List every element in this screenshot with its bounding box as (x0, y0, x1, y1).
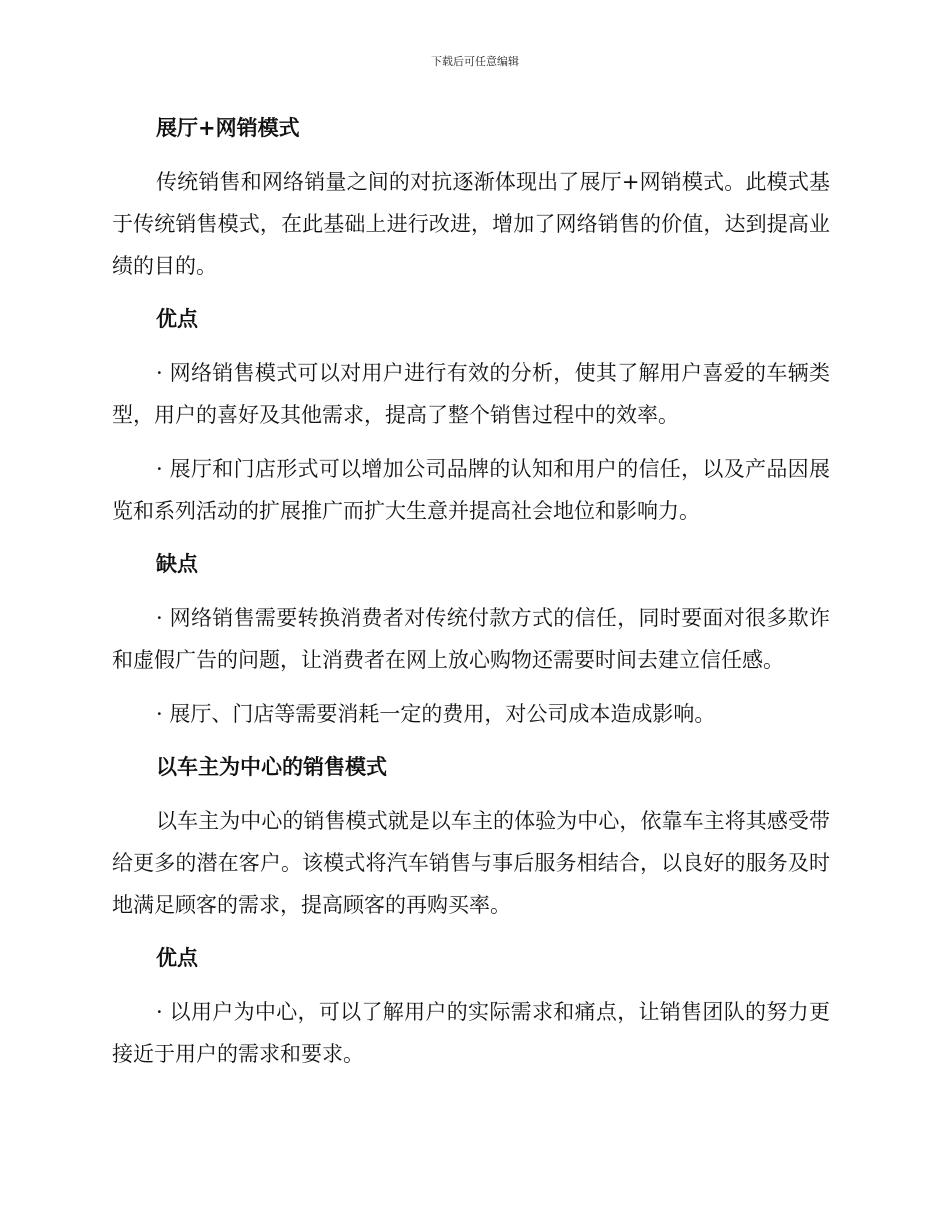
bullet-paragraph: · 展厅和门店形式可以增加公司品牌的认知和用户的信任，以及产品因展览和系列活动的扩展推广而扩大生意并提高社会地位和影响力。 (112, 457, 830, 523)
section-heading: 展厅+网销模式 (156, 116, 300, 140)
bullet-paragraph: · 以用户为中心，可以了解用户的实际需求和痛点，让销售团队的努力更接近于用户的需求和要求。 (112, 1000, 830, 1066)
section-heading: 缺点 (156, 552, 198, 576)
bullet-paragraph: · 网络销售模式可以对用户进行有效的分析，使其了解用户喜爱的车辆类型，用户的喜好及其他需求，提高了整个销售过程中的效率。 (112, 361, 830, 427)
paragraph: 传统销售和网络销量之间的对抗逐渐体现出了展厅+网销模式。此模式基于传统销售模式，在此基础上进行改进，增加了网络销售的价值，达到提高业绩的目的。 (112, 170, 830, 278)
section-advantages-2 (112, 938, 830, 1075)
section-heading: 以车主为中心的销售模式 (156, 755, 387, 779)
section-owner-centered-sales (112, 747, 830, 926)
bullet-paragraph: · 展厅、门店等需要消耗一定的费用，对公司成本造成影响。 (156, 702, 716, 726)
bullet-paragraph: · 网络销售需要转换消费者对传统付款方式的信任，同时要面对很多欺诈和虚假广告的问题，让消费者在网上放心购物还需要时间去建立信任感。 (112, 606, 830, 672)
paragraph: 以车主为中心的销售模式就是以车主的体验为中心，依靠车主将其感受带给更多的潜在客户。该模式将汽车销售与事后服务相结合，以良好的服务及时地满足顾客的需求，提高顾客的再购买率。 (112, 809, 830, 917)
section-heading: 优点 (156, 307, 198, 331)
section-showroom-online-sales (112, 108, 830, 287)
section-disadvantages (112, 544, 830, 735)
section-advantages-1 (112, 299, 830, 532)
document-body (112, 108, 830, 1087)
section-heading: 优点 (156, 946, 198, 970)
page-header: 下载后可任意编辑 (431, 55, 519, 68)
